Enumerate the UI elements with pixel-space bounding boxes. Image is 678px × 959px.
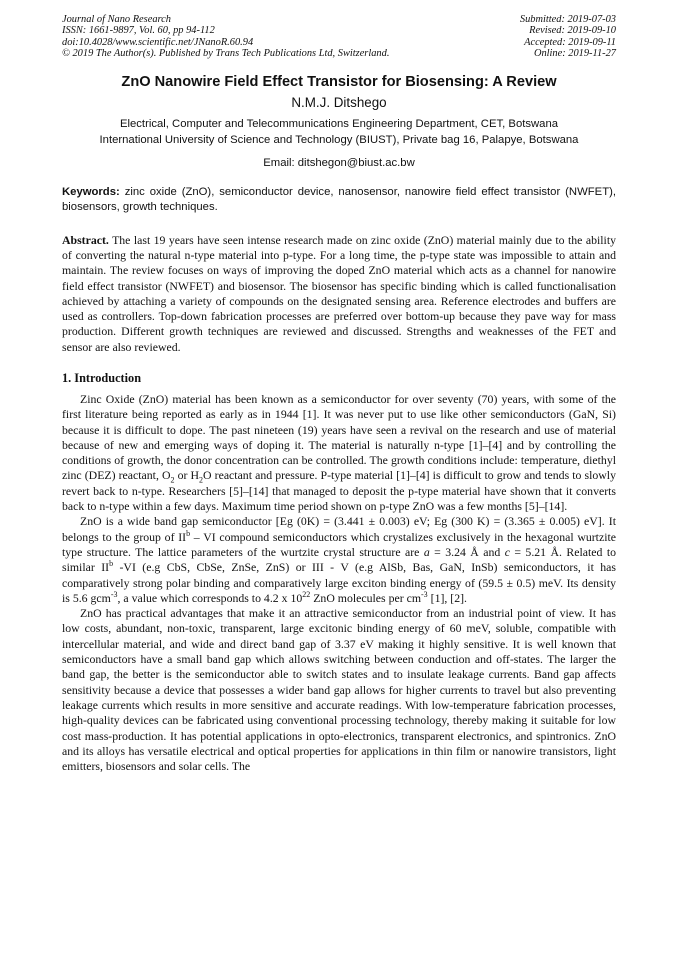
- abstract-label: Abstract.: [62, 232, 109, 247]
- submission-dates: [520, 14, 616, 60]
- date-submitted: Submitted: 2019-07-03: [519, 14, 616, 25]
- paper-page: [62, 14, 616, 774]
- journal-issn: ISSN: 1661-9897, Vol. 60, pp 94-112: [62, 25, 215, 37]
- date-accepted: Accepted: 2019-09-11: [524, 36, 616, 48]
- abstract-text: The last 19 years have seen intense research made on zinc oxide (ZnO) material mainly due to the ability of converting the natural n-type material into p-type. For a long time, the p-type state was impossible to attain and maintain. The review focuses on ways of improving the doped ZnO material which acts as a channel for nanowire field effect transistor (NWFET) and biosensor. The biosensor has specific binding which is called functionalisation achieved by attaching a variety of compounds on the designated sensing area. Reference electrodes and buffers are used as controllers. Top-down fabrication processes are preferred over bottom-up because they pave way for mass production. Different growth techniques are reviewed and discussed. Strengths and weaknesses of the FET and sensor are also reviewed.: [62, 232, 616, 354]
- journal-info: [62, 14, 389, 60]
- journal-doi: doi:10.4028/www.scientific.net/JNanoR.60.94: [62, 36, 254, 48]
- paper-author: N.M.J. Ditshego: [291, 94, 387, 110]
- paper-title: ZnO Nanowire Field Effect Transistor for Biosensing: A Review: [121, 73, 557, 90]
- intro-paragraph-3: ZnO has practical advantages that make it an attractive semiconductor from an industrial point of view. It has low costs, abundant, non-toxic, transparent, large excitonic binding energy of 60 meV, soluble, compatible with intercellular material, and wide and direct band gap of 3.37 eV making it highly sensitive. It is well known that semiconductors have a small band gap which allows switching between conduction and off-states. The larger the band gap, the better is the semiconductor able to switch states and to insulate leakage currents. Band gap affects sensitivity because a device that possesses a wider band gap allows for higher currents to travel but also preventing leakage currents which results in more sensitive and accurate readings. With low-temperature fabrication processes, high-quality devices can be fabricated using conventional processing technology, thereby making it suitable for low cost mass-production. It has potential applications in opto-electronics, transparent electronics, and spintronics. ZnO and its alloys has versatile electrical and optical properties for applications in thin film or nanowire transistors, light emitters, biosensors and solar cells. The: [62, 606, 616, 774]
- keywords-label: Keywords:: [62, 185, 120, 198]
- intro-paragraph-2: ZnO is a wide band gap semiconductor [Eg (0K) = (3.441 ± 0.003) eV; Eg (300 K) = (3.365 ± 0.005) eV]. It belongs to the group of $II^b$ – VI compound semiconductors which crystalizes exclusively in the hexagonal wurtzite type structure. The lattice parameters of the wurtzite crystal structure are a = 3.24 Å and c = 5.21 Å. Related to similar $II^b$ -VI (e.g CbS, CbSe, ZnSe, ZnS) or III - V (e.g AlSb, Bas, GaN, InSb) semiconductors, it has comparatively strong polar binding and comparatively large exciton binding energy of (59.5 ± 0.5) meV. Its density is 5.6 gcm$^{-3}$, a value which corresponds to 4.2 x $10^{22}$ ZnO molecules per $cm^{-3}$ [1], [2].: [62, 514, 616, 605]
- intro-paragraph-1: Zinc Oxide (ZnO) material has been known as a semiconductor for over seventy (70) years, with some of the first literature being reported as early as in 1944 [1]. It was never put to use like other semiconductors (GaN, Si) because it is difficult to dope. The past nineteen (19) years have seen a revival on the research and use of material because of new and emerging ways of doping it. The material is naturally n-type [1]–[4] and by controlling the conditions of growth, the donor concentration can be controlled. The growth conditions include: temperature, diethyl zinc (DEZ) reactant, $O_2$ or $H_2O$ reactant and pressure. P-type material [1]–[4] is difficult to grow and tends to slowly revert back to n-type. Researchers [5]–[14] that managed to deposit the p-type material have shown that it converts back to n-type within a few days. Maximum time period shown on p-type ZnO was a few months [5]–[14].: [62, 392, 616, 514]
- date-revised: Revised: 2019-09-10: [529, 25, 616, 37]
- date-online: Online: 2019-11-27: [533, 48, 616, 60]
- journal-header: [62, 14, 616, 60]
- affiliation-line: International University of Science and Technology (BIUST), Private bag 16, Palapye, Botswana: [99, 133, 579, 146]
- keywords: [62, 185, 616, 215]
- journal-name: Journal of Nano Research: [62, 14, 171, 25]
- author-email: Email: ditshegon@biust.ac.bw: [263, 156, 415, 169]
- keywords-text: zinc oxide (ZnO), semiconductor device, nanosensor, nanowire field effect transistor (NWFET), biosensors, growth techniques.: [62, 185, 616, 213]
- section-heading: 1. Introduction: [62, 371, 142, 385]
- affiliation-line: Electrical, Computer and Telecommunications Engineering Department, CET, Botswana: [119, 117, 559, 130]
- journal-copyright: © 2019 The Author(s). Published by Trans Tech Publications Ltd, Switzerland.: [62, 48, 390, 60]
- author-affiliation: [62, 116, 616, 148]
- abstract: [62, 233, 616, 355]
